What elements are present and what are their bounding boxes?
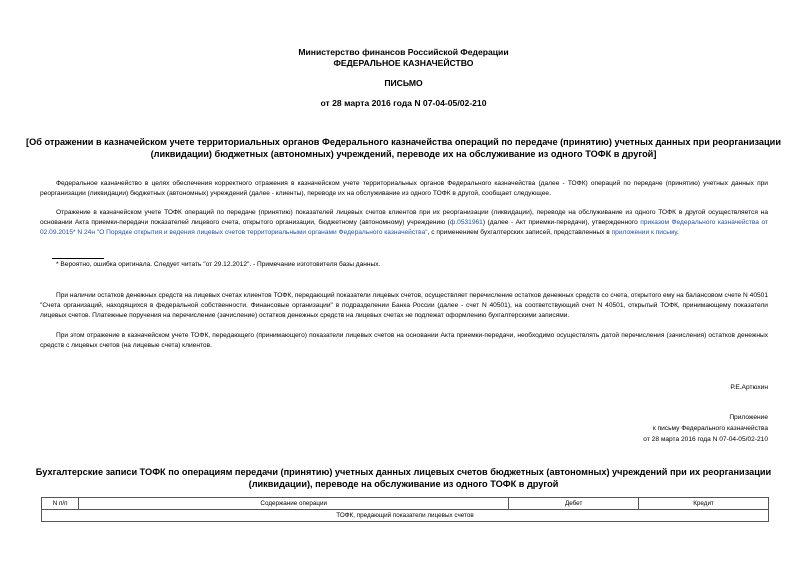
paragraph-2-text-d: .: [676, 229, 679, 236]
table-header-row: [42, 498, 769, 510]
form-0531961-link[interactable]: ф.0531961: [449, 219, 483, 226]
header-operation: Содержание операции: [79, 498, 509, 510]
appendix-to-letter: к письму Федерального казначейства: [652, 425, 768, 432]
paragraph-3: При наличии остатков денежных средств на лицевых счетах клиентов ТОФК, передающий показатели лицевых счетов, осуществляет перечисление остатков денежных средств со счета, открытого ему на балансовом счете N 40501 "Счета организаций, находящихся в федеральной собственности. Финансовые организации" в подразделении Банка России (далее - счет N 40501), на соответствующий счет N 40501, открытый ТОФК, принимающему показатели лицевых счетов. Платежные поручения на перечисление (зачисление) остатков денежных средств на лицевых счетах не подлежат оформлению бухгалтерскими записями.: [40, 292, 768, 319]
paragraph-2-text-c: , с применением бухгалтерских записей, представленных в: [427, 229, 612, 236]
header-debit: Дебет: [509, 498, 639, 510]
header-credit: Кредит: [639, 498, 769, 510]
order-link[interactable]: приказом Федерального казначейства от 02.09.2015* N 24н "О Порядке открытия и ведения лицевых счетов территориальными органами Федерального казначейства": [40, 219, 768, 236]
paragraph-4: При этом отражение в казначейском учете ТОФК, передающего (принимающего) показатели лицевых счетов на основании Акта приемки-передачи, необходимо осуществлять датой перечисления (зачисления) остатков денежных средств с лицевых счетов (на лицевые счета) клиентов.: [40, 332, 768, 349]
paragraph-2-text-b: ) (далее - Акт приемки-передачи), утвержденного: [482, 219, 641, 226]
document-type: ПИСЬМО: [384, 78, 423, 88]
paragraph-1: Федеральное казначейство в целях обеспечения корректного отражения в казначейском учете территориальных органов Федерального казначейства (далее - ТОФК) операций по передаче (принятию) учетных данных при реорганизации (ликвидации) бюджетных (автономных) учреждений (далее - клиенты), переводе их на обслуживание из одного ТОФК в другой, сообщает следующее.: [40, 180, 768, 197]
appendix-date-number: от 28 марта 2016 года N 07-04-05/02-210: [643, 436, 768, 443]
paragraph-2: [40, 208, 768, 238]
appendix-link[interactable]: приложении к письму: [611, 229, 677, 236]
signature: Р.Е.Артюхин: [730, 384, 768, 391]
paragraph-2-text-a: Отражение в казначейском учете ТОФК операций по передаче (принятию) показателей лицевых счетов клиентов при их реорганизации (ликвидации), переводе на обслуживание из одного ТОФК в другой осуществляется на основании Акта приемки-передачи показателей лицевого счета, открытого организации, бюджетному (автономному) учреждению (: [40, 209, 768, 226]
section-title: ТОФК, предающий показатели лицевых счетов: [42, 510, 769, 522]
subject-line-1: [Об отражении в казначейском учете территориальных органов Федерального казначейства операций по передаче (принятию) учетных данных при реорганизации: [26, 137, 781, 147]
ministry-name: Министерство финансов Российской Федерации: [298, 47, 509, 57]
table-section-row: [42, 510, 769, 522]
appendix-title-line-2: (ликвидации), переводе на обслуживание из одного ТОФК в другой: [248, 479, 559, 489]
appendix-title-line-1: Бухгалтерские записи ТОФК по операциям передачи (принятию) учетных данных лицевых счетов бюджетных (автономных) учреждений при их реорганизации: [35, 467, 772, 477]
subject-line-2: (ликвидации) бюджетных (автономных) учреждений, переводе их на обслуживание из одного ТОФК в другой]: [150, 149, 657, 159]
treasury-name: ФЕДЕРАЛЬНОЕ КАЗНАЧЕЙСТВО: [333, 58, 474, 68]
document-date-number: от 28 марта 2016 года N 07-04-05/02-210: [320, 98, 487, 108]
footnote: * Вероятно, ошибка оригинала. Следует читать "от 29.12.2012". - Примечание изготовителя базы данных.: [56, 261, 381, 268]
footnote-divider: [52, 258, 104, 259]
header-number: N п/п: [42, 498, 79, 510]
entries-table: [41, 497, 769, 522]
appendix-label: Приложение: [729, 414, 768, 421]
